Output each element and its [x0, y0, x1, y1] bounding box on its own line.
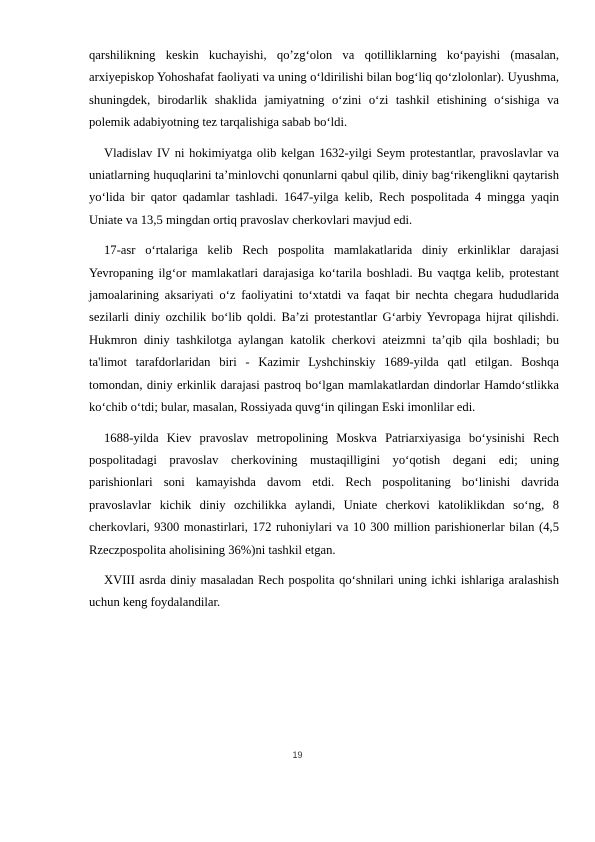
paragraph-1: qarshilikning keskin kuchayishi, qoʼzgʻolon va qotilliklarning koʻpayishi (masalan, arxiyepiskop Yohoshafat faoliyati va uning oʻldirilishi bilan bogʻliq qoʻzlolonlar). Uyushma, shuningdek, birodarlik shaklida jamiyatning oʻzini oʻzi tashkil etishining oʻsishiga va polemik adabiyotning tez tarqalishiga sabab boʻldi. — [89, 48, 559, 130]
paragraph-4: 1688-yilda Kiev pravoslav metropolining Moskva Patriarxiyasiga boʻysinishi Rech pospolitadagi pravoslav cherkovining mustaqilligini yoʻqotish degani edi; uning parishionlari soni kamayishda davom etdi. Rech pospolitaning boʻlinishi davrida pravoslavlar kichik diniy ozchilikka aylandi, Uniate cherkovi katoliklikdan soʻng, 8 cherkovlari, 9300 monastirlari, 172 ruhoniylari va 10 300 million parishionerlar bilan (4,5 Rzeczpospolita aholisining 36%)ni tashkil etgan. — [89, 430, 559, 557]
paragraph-5: XVIII asrda diniy masaladan Rech pospolita qoʻshnilari uning ichki ishlariga aralashish uchun keng foydalandilar. — [89, 572, 559, 610]
page-number: 19 — [292, 750, 303, 760]
paragraph-2: Vladislav IV ni hokimiyatga olib kelgan 1632-yilgi Seym protestantlar, pravoslavlar va uniatlarning huquqlarini taʼminlovchi qonunlarni qabul qilib, diniy bagʻrikenglikni qaytarish yoʻlida bir qator qadamlar tashladi. 1647-yilga kelib, Rech pospolitada 4 mingga yaqin Uniate va 13,5 mingdan ortiq pravoslav cherkovlari mavjud edi. — [89, 145, 559, 227]
paragraph-3: 17-asr oʻrtalariga kelib Rech pospolita mamlakatlarida diniy erkinliklar darajasi Yevropaning ilgʻor mamlakatlari darajasiga koʻtarila boshladi. Bu vaqtga kelib, protestant jamoalarining aksariyati oʻz faoliyatini toʻxtatdi va faqat bir nechta chegara hududlarida sezilarli diniy ozchilik boʻlib qoldi. Baʼzi protestantlar Gʻarbiy Yevropaga hijrat qilishdi. Hukmron diniy tashkilotga aylangan katolik cherkovi ateizmni taʼqib qila boshladi; bu ta'limot tarafdorlaridan biri - Kazimir Lyshchinskiy 1689-yilda qatl etilgan. Boshqa tomondan, diniy erkinlik darajasi pastroq boʻlgan mamlakatlardan dindorlar Hamdoʻstlikka koʻchib oʻtdi; bular, masalan, Rossiyada quvgʻin qilingan Eski imonlilar edi. — [89, 243, 559, 415]
document-page — [89, 44, 559, 622]
